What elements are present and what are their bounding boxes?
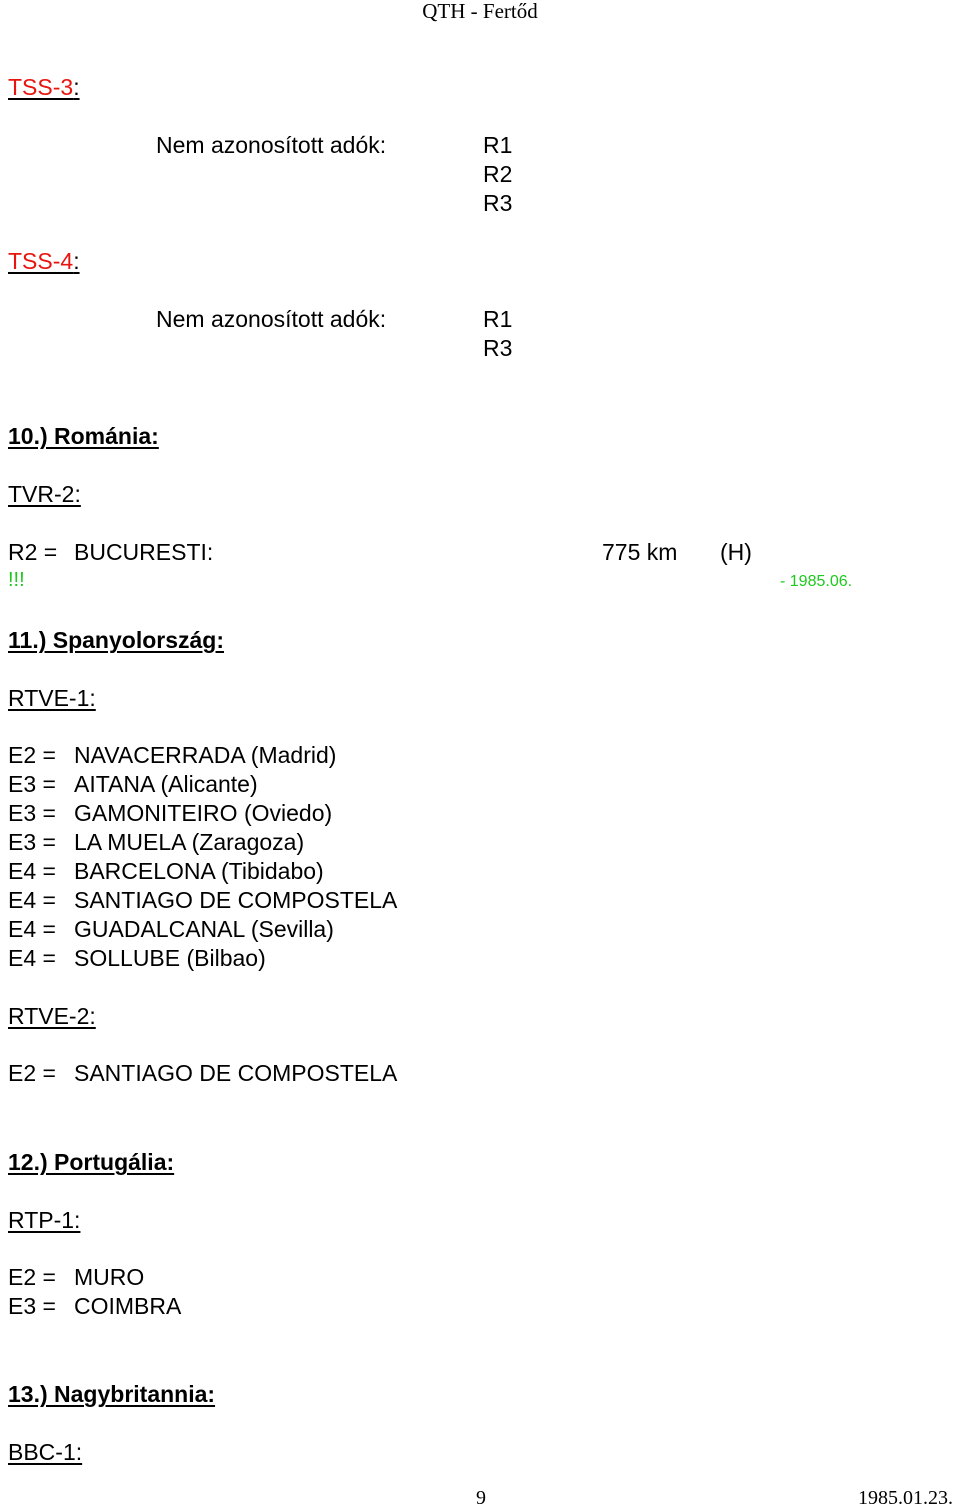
channel: E4 = [8,858,56,884]
station: SOLLUBE (Bilbao) [74,945,266,971]
romania-network: TVR-2: [8,481,81,507]
station: GUADALCANAL (Sevilla) [74,916,334,942]
tss3-colon: : [73,74,80,100]
tss3-code: R1 [483,132,513,158]
channel: E4 = [8,887,56,913]
spain-heading: 11.) Spanyolország: [8,627,225,653]
station: MURO [74,1264,145,1290]
channel: E3 = [8,1293,56,1319]
station: SANTIAGO DE COMPOSTELA [74,1060,398,1086]
list-item [8,1266,144,1289]
list-item [8,918,334,941]
tss4-code: R1 [483,306,513,332]
station: NAVACERRADA (Madrid) [74,742,337,768]
romania-entry [8,541,213,564]
station: BARCELONA (Tibidabo) [74,858,324,884]
page-number: 9 [476,1487,486,1509]
list-item [8,802,332,825]
tss4-heading [8,250,80,273]
uk-heading: 13.) Nagybritannia: [8,1381,216,1407]
station: COIMBRA [74,1293,182,1319]
romania-distance: 775 km [602,539,678,565]
channel: E2 = [8,1264,56,1290]
channel: E4 = [8,945,56,971]
portugal-heading: 12.) Portugália: [8,1149,175,1175]
station: SANTIAGO DE COMPOSTELA [74,887,398,913]
channel: E2 = [8,742,56,768]
romania-date-note: - 1985.06. [780,573,853,590]
romania-note: (H) [720,539,752,565]
station: AITANA (Alicante) [74,771,258,797]
channel: E4 = [8,916,56,942]
tss3-heading [8,76,80,99]
list-item [8,831,304,854]
tss3-label: TSS-3 [8,74,74,100]
spain-network-rtve1: RTVE-1: [8,685,96,711]
channel: R2 = [8,539,58,565]
footer-date: 1985.01.23. [858,1487,953,1509]
list-item [8,773,258,796]
station: LA MUELA (Zaragoza) [74,829,305,855]
station: BUCURESTI: [74,539,214,565]
tss4-unidentified-label: Nem azonosított adók: [156,306,387,332]
channel: E3 = [8,800,56,826]
uk-network: BBC-1: [8,1439,83,1465]
tss4-code: R3 [483,335,513,361]
spain-network-rtve2: RTVE-2: [8,1003,96,1029]
list-item [8,744,336,767]
channel: E3 = [8,829,56,855]
list-item [8,889,397,912]
list-item [8,860,324,883]
channel: E2 = [8,1060,56,1086]
list-item [8,1295,181,1318]
tss4-label: TSS-4 [8,248,74,274]
portugal-network: RTP-1: [8,1207,81,1233]
tss4-colon: : [73,248,80,274]
channel: E3 = [8,771,56,797]
tss3-code: R2 [483,161,513,187]
list-item [8,947,266,970]
list-item [8,1062,397,1085]
romania-marks: !!! [8,569,25,591]
tss3-code: R3 [483,190,513,216]
page-header-title: QTH - Fertőd [422,0,538,23]
tss3-unidentified-label: Nem azonosított adók: [156,132,387,158]
romania-heading: 10.) Románia: [8,423,159,449]
station: GAMONITEIRO (Oviedo) [74,800,333,826]
